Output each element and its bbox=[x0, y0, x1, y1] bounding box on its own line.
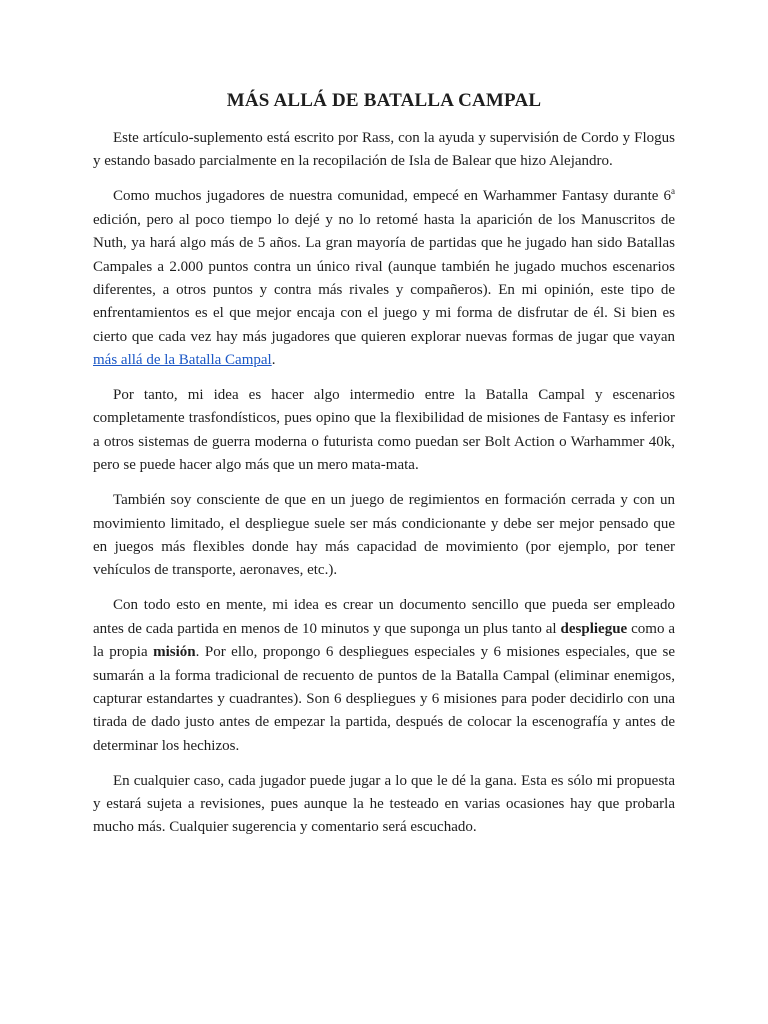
paragraph-closing bbox=[93, 770, 675, 840]
paragraph-background-text-middle: edición, pero al poco tiempo lo dejé y no lo retomé hasta la aparición de los Manuscritos de Nuth, ya hará algo más de 5 años. La gran mayoría de partidas que he jugado han sido Batallas Campales a 2.000 puntos contra un único rival (aunque también he jugado muchos escenarios diferentes, a otros puntos y contra más rivales y compañeros). En mi opinión, este tipo de enfrentamientos es el que mejor encaja con el juego y mi forma de disfrutar de él. Si bien es cierto que cada vez hay más jugadores que quieren explorar nuevas formas de jugar que vayan bbox=[93, 211, 675, 345]
paragraph-background-text-start: Como muchos jugadores de nuestra comunidad, empecé en Warhammer Fantasy durante 6 bbox=[113, 188, 671, 205]
paragraph-closing-text: En cualquier caso, cada jugador puede jugar a lo que le dé la gana. Esta es sólo mi propuesta y estará sujeta a revisiones, pues aunque la he testeado en varias ocasiones hay que probarla mucho más. Cualquier sugerencia y comentario será escuchado. bbox=[93, 772, 675, 836]
paragraph-intro-text: Este artículo-suplemento está escrito por Rass, con la ayuda y supervisión de Cordo y Flogus y estando basado parcialmente en la recopilación de Isla de Balear que hizo Alejandro. bbox=[93, 130, 675, 170]
ordinal-superscript: a bbox=[671, 186, 675, 197]
paragraph-deployment bbox=[93, 489, 675, 583]
paragraph-plan-text-2: como a la propia bbox=[93, 620, 676, 661]
paragraph-background bbox=[93, 185, 675, 372]
paragraph-background-text-end: . bbox=[271, 352, 276, 369]
paragraph-proposal-text: Por tanto, mi idea es hacer algo intermedio entre la Batalla Campal y escenarios completamente trasfondísticos, pues opino que la flexibilidad de misiones de Fantasy es inferior a otros sistemas de guerra moderna o futurista como puedan ser Bolt Action o Warhammer 40k, pero se puede hacer algo más que un mero mata-mata. bbox=[93, 387, 675, 474]
document-title: MÁS ALLÁ DE BATALLA CAMPAL bbox=[226, 90, 542, 111]
paragraph-deployment-text: También soy consciente de que en un juego de regimientos en formación cerrada y con un movimiento limitado, el despliegue suele ser más condicionante y debe ser mejor pensado que en juegos más flexibles donde hay más capacidad de movimiento (por ejemplo, por tener vehículos de transporte, aeronaves, etc.). bbox=[93, 492, 675, 579]
paragraph-plan-text-3: . Por ello, propongo 6 despliegues especiales y 6 misiones especiales, que se sumarán a la forma tradicional de recuento de puntos de la Batalla Campal (eliminar enemigos, capturar estandartes y cuadrantes). Son 6 despliegues y 6 misiones para poder decidirlo con una tirada de dado justo antes de empezar la partida, después de colocar la escenografía y antes de determinar los hechizos. bbox=[93, 644, 675, 754]
paragraph-document-plan bbox=[93, 594, 675, 758]
paragraph-plan-text-1: Con todo esto en mente, mi idea es crear un documento sencillo que pueda ser empleado antes de cada partida en menos de 10 minutos y que suponga un plus tanto al bbox=[93, 597, 675, 637]
paragraph-intro bbox=[93, 127, 675, 174]
batalla-campal-link[interactable]: más allá de la Batalla Campal bbox=[93, 352, 272, 369]
bold-mision: misión bbox=[153, 644, 196, 661]
paragraph-proposal bbox=[93, 384, 675, 478]
bold-despliegue: despliegue bbox=[560, 620, 628, 637]
